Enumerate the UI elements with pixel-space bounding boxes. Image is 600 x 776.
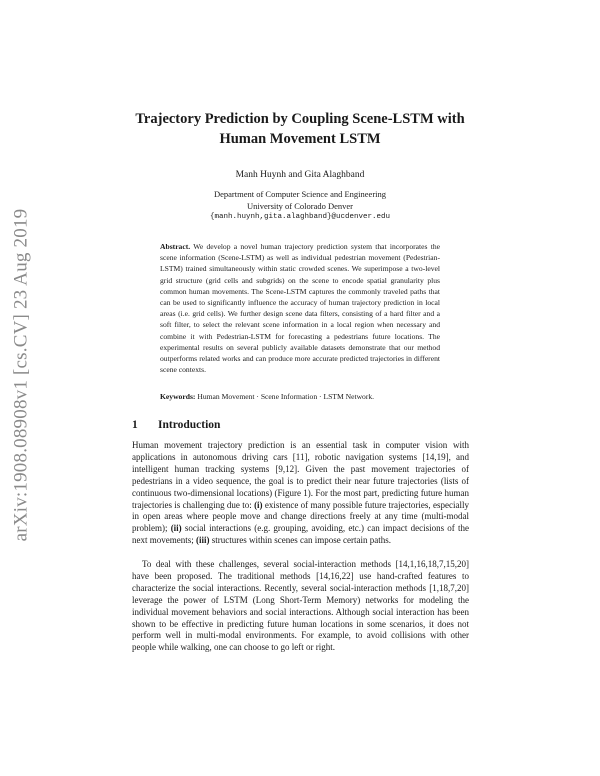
abstract-text: We develop a novel human trajectory prediction system that incorporates the scene information (Scene-LSTM) as well as individual pedestrian movement (Pedestrian-LSTM) trained simultaneously within static crowded scenes. We superimpose a two-level grid structure (grid cells and subgrids) on the scene to encode spatial granularity plus common human movements. The Scene-LSTM captures the commonly traveled paths that can be used to significantly influence the accuracy of human trajectory prediction in local areas (i.e. grid cells). We further design scene data filters, consisting of a hard filter and a soft filter, to select the relevant scene information in a local region when necessary and combine it with Pedestrian-LSTM for forecasting a pedestrians future locations. The experimental results on several publicly available datasets demonstrate that our method outperforms related works and can produce more accurate predicted trajectories in different scene contexts. — [160, 242, 441, 375]
keywords — [160, 391, 440, 402]
email: {manh.huynh,gita.alaghband}@ucdenver.edu — [209, 213, 391, 221]
intro-paragraph-2: To deal with these challenges, several social-interaction methods [14,1,16,18,7,15,20] have been proposed. The traditional methods [14,16,22] use hand-crafted features to characterize the social interactions. Recently, several social-interaction methods [1,18,7,20] leverage the power of LSTM (Long Short-Term Memory) networks for modeling the individual movement behaviors and social interactions. Although social interaction has been shown to be effective in predicting future human locations in some scenarios, it does not perform well in multi-modal environments. For example, to avoid collisions with other people while walking, one can choose to go left or right. — [132, 559, 469, 653]
keywords-text: Human Movement · Scene Information · LSTM Network. — [197, 392, 375, 401]
intro-p1-text-a: Human movement trajectory prediction is an essential task in computer vision with applications in autonomous driving cars [11], robotic navigation systems [14,19], and intelligent human tracking systems [9,12]. Given the past movement trajectories of pedestrians in a video sequence, the goal is to predict their near future trajectories (lists of continuous two-dimensional locations) (Figure 1). For the most part, predicting future human trajectories is challenging due to: — [132, 440, 469, 510]
department: Department of Computer Science and Engineering — [213, 189, 387, 199]
intro-p1-text-c: social interactions (e.g. grouping, avoiding, etc.) can impact decisions of the next movements; — [132, 523, 469, 546]
authors: Manh Huynh and Gita Alaghband — [235, 170, 365, 180]
affiliation — [110, 189, 490, 224]
paper-title — [110, 109, 490, 149]
intro-p1-marker-ii: (ii) — [170, 523, 182, 534]
section-heading — [132, 419, 220, 431]
abstract-label: Abstract. — [160, 242, 191, 251]
arxiv-stamp — [6, 205, 36, 545]
arxiv-identifier: arXiv:1908.08908v1 [cs.CV] 23 Aug 2019 — [10, 208, 31, 542]
intro-p1-marker-i: (i) — [254, 499, 263, 510]
title-line-2: Human Movement LSTM — [219, 131, 381, 147]
intro-p1-text-d: structures within scenes can impose certain paths. — [209, 535, 391, 546]
title-line-1: Trajectory Prediction by Coupling Scene-LSTM with — [135, 111, 465, 127]
abstract — [160, 241, 440, 375]
university: University of Colorado Denver — [247, 200, 353, 211]
keywords-label: Keywords: — [160, 392, 196, 401]
intro-p1-text-b: existence of many possible future trajectories, especially in open areas where people move and change directions freely at any time (multi-modal problem); — [132, 499, 469, 534]
intro-paragraph-1 — [132, 440, 469, 547]
intro-p1-marker-iii: (iii) — [196, 535, 210, 546]
section-number: 1 — [132, 419, 138, 431]
section-title: Introduction — [158, 419, 221, 431]
